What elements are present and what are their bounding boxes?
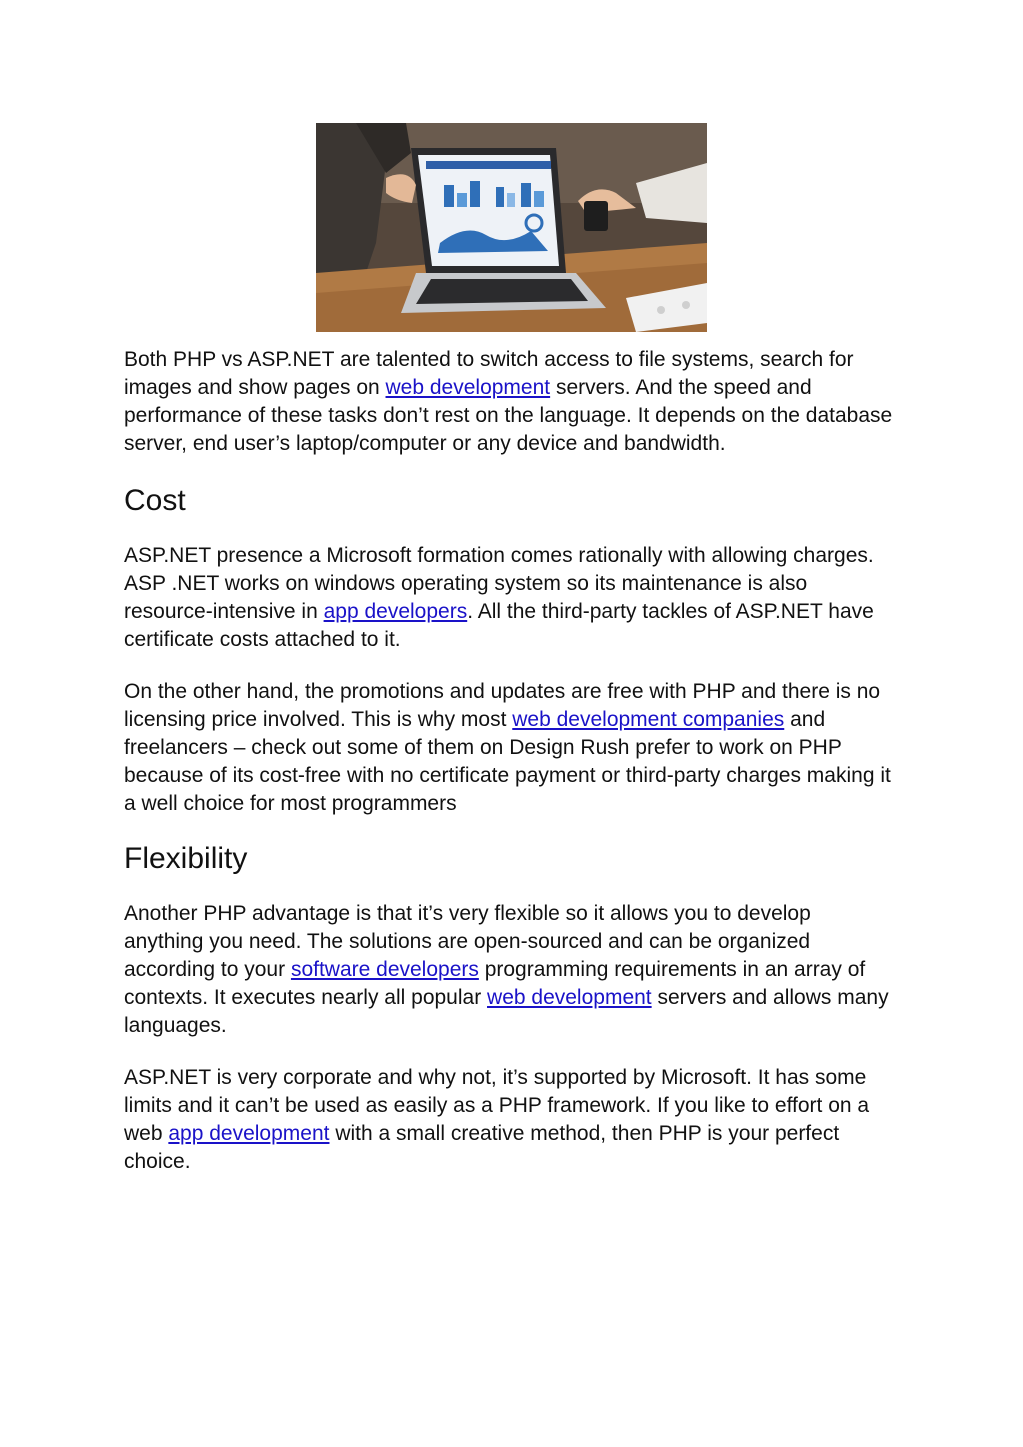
laptop-dashboard-illustration [316, 123, 707, 332]
web-development-link[interactable]: web development [385, 376, 551, 399]
paragraph-text: servers and allows many languages. [124, 986, 889, 1037]
web-development-link-2[interactable]: web development [487, 986, 652, 1009]
software-developers-link[interactable]: software developers [290, 958, 479, 981]
web-development-companies-link[interactable]: web development companies [512, 708, 785, 731]
flexibility-heading: Flexibility [124, 842, 248, 875]
paragraph-text: On the other hand, the promotions and updates are free with PHP and there is no licensing price involved. This is why most [124, 680, 881, 731]
intro-paragraph [124, 346, 894, 458]
flexibility-paragraph-1 [124, 900, 894, 1040]
article-body [124, 346, 894, 1176]
cost-paragraph-2 [124, 678, 894, 818]
paragraph-text: Another PHP advantage is that it’s very flexible so it allows you to develop anything you need. The solutions are open-sourced and can be organized according to your [124, 902, 811, 981]
app-development-link[interactable]: app development [168, 1122, 330, 1145]
paragraph-text: programming requirements in an array of contexts. It executes nearly all popular [124, 958, 866, 1009]
cost-paragraph-1 [124, 542, 894, 654]
paragraph-text: and freelancers – check out some of them on Design Rush prefer to work on PHP because of its cost-free with no certificate payment or third-party charges making it a well choice for most programmers [124, 708, 891, 815]
paragraph-text: servers. And the speed and performance of these tasks don’t rest on the language. It depends on the database server, end user’s laptop/computer or any device and bandwidth. [124, 376, 893, 455]
paragraph-text: ASP.NET presence a Microsoft formation comes rationally with allowing charges. ASP .NET works on windows operating system so its maintenance is also resource-intensive in [124, 544, 874, 623]
paragraph-text: Both PHP vs ASP.NET are talented to switch access to file systems, search for images and show pages on [124, 348, 854, 399]
paragraph-text: . All the third-party tackles of ASP.NET have certificate costs attached to it. [124, 600, 874, 651]
flexibility-paragraph-2 [124, 1064, 894, 1176]
paragraph-text: with a small creative method, then PHP is your perfect choice. [124, 1122, 840, 1173]
laptop-dashboard-photo [316, 123, 707, 332]
app-developers-link[interactable]: app developers [323, 600, 468, 623]
paragraph-text: ASP.NET is very corporate and why not, it’s supported by Microsoft. It has some limits and it can’t be used as easily as a PHP framework. If you like to effort on a web [124, 1066, 870, 1145]
cost-heading: Cost [124, 484, 186, 517]
